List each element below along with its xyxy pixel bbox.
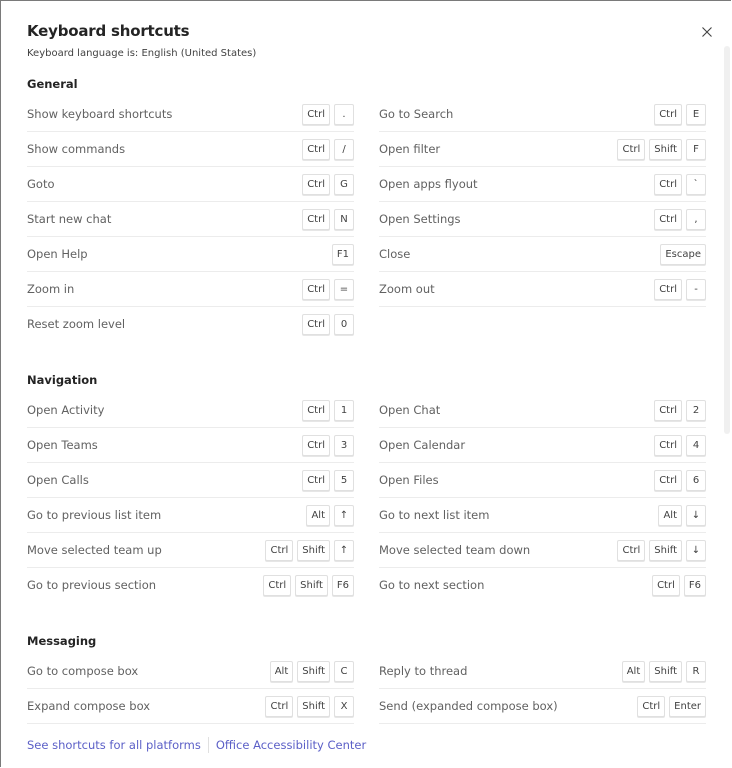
shortcut-column-right bbox=[379, 654, 706, 727]
shortcut-row-open-help bbox=[27, 237, 354, 272]
key-combination bbox=[302, 139, 354, 160]
shortcut-row-reply-to-thread bbox=[379, 654, 706, 689]
key-cap: G bbox=[334, 174, 354, 195]
shortcut-row-send-expanded-compose-box bbox=[379, 689, 706, 724]
key-cap: Shift bbox=[297, 661, 330, 682]
key-cap: Ctrl bbox=[617, 540, 645, 561]
key-cap: ` bbox=[686, 174, 706, 195]
shortcut-row-zoom-in bbox=[27, 272, 354, 307]
key-combination bbox=[302, 400, 354, 421]
shortcut-column-right bbox=[379, 97, 706, 341]
see-all-platforms-link[interactable]: See shortcuts for all platforms bbox=[27, 738, 201, 752]
key-cap: Ctrl bbox=[265, 540, 293, 561]
shortcut-row-go-to-next-list-item bbox=[379, 498, 706, 533]
shortcut-label: Open filter bbox=[379, 142, 441, 156]
section-general bbox=[27, 67, 706, 341]
shortcut-row-start-new-chat bbox=[27, 202, 354, 237]
shortcut-row-go-to-previous-list-item bbox=[27, 498, 354, 533]
shortcut-label: Open Calendar bbox=[379, 438, 466, 452]
key-combination bbox=[263, 575, 354, 596]
keyboard-language-text: Keyboard language is: English (United States) bbox=[27, 48, 257, 59]
key-cap: Ctrl bbox=[652, 575, 680, 596]
key-combination bbox=[654, 209, 706, 230]
key-combination bbox=[637, 696, 706, 717]
shortcut-label: Open Settings bbox=[379, 212, 461, 226]
key-cap: Ctrl bbox=[654, 104, 682, 125]
key-combination bbox=[302, 209, 354, 230]
key-cap: Alt bbox=[306, 505, 330, 526]
key-cap: Ctrl bbox=[654, 209, 682, 230]
key-combination bbox=[617, 139, 706, 160]
shortcut-column-left bbox=[27, 654, 354, 727]
key-cap: Ctrl bbox=[637, 696, 665, 717]
key-cap: R bbox=[686, 661, 706, 682]
shortcut-label: Show commands bbox=[27, 142, 126, 156]
key-cap: Ctrl bbox=[654, 400, 682, 421]
shortcut-label: Send (expanded compose box) bbox=[379, 699, 558, 713]
key-cap: N bbox=[334, 209, 354, 230]
shortcut-row-open-files bbox=[379, 463, 706, 498]
key-cap: Ctrl bbox=[654, 435, 682, 456]
key-cap: Shift bbox=[649, 540, 682, 561]
key-cap: Escape bbox=[660, 244, 706, 265]
key-cap: Ctrl bbox=[302, 174, 330, 195]
shortcut-row-go-to-previous-section bbox=[27, 568, 354, 602]
shortcut-label: Start new chat bbox=[27, 212, 112, 226]
shortcut-label: Goto bbox=[27, 177, 55, 191]
shortcut-row-close bbox=[379, 237, 706, 272]
shortcut-label: Open Teams bbox=[27, 438, 98, 452]
shortcut-label: Move selected team down bbox=[379, 543, 531, 557]
key-cap: 2 bbox=[686, 400, 706, 421]
shortcut-row-open-apps-flyout bbox=[379, 167, 706, 202]
key-cap: Ctrl bbox=[302, 470, 330, 491]
key-combination bbox=[652, 575, 706, 596]
key-cap: Ctrl bbox=[302, 209, 330, 230]
shortcut-label: Expand compose box bbox=[27, 699, 151, 713]
shortcut-label: Go to next list item bbox=[379, 508, 490, 522]
shortcut-label: Reset zoom level bbox=[27, 317, 126, 331]
close-icon bbox=[699, 24, 715, 40]
key-cap: F6 bbox=[684, 575, 706, 596]
shortcut-row-expand-compose-box bbox=[27, 689, 354, 724]
key-cap: Shift bbox=[649, 139, 682, 160]
key-cap: X bbox=[334, 696, 354, 717]
key-combination bbox=[302, 435, 354, 456]
key-combination bbox=[306, 505, 354, 526]
key-cap: ↑ bbox=[334, 505, 354, 526]
key-cap: Ctrl bbox=[265, 696, 293, 717]
key-cap: Ctrl bbox=[302, 279, 330, 300]
dialog-title: Keyboard shortcuts bbox=[27, 22, 190, 40]
shortcut-label: Go to previous list item bbox=[27, 508, 162, 522]
key-combination bbox=[265, 696, 354, 717]
key-cap: Shift bbox=[297, 540, 330, 561]
shortcuts-scroll-area[interactable] bbox=[1, 67, 723, 727]
section-messaging bbox=[27, 624, 706, 727]
key-combination bbox=[654, 470, 706, 491]
key-combination bbox=[654, 279, 706, 300]
shortcut-row-go-to-compose-box bbox=[27, 654, 354, 689]
shortcut-row-goto bbox=[27, 167, 354, 202]
key-combination bbox=[617, 540, 706, 561]
key-cap: , bbox=[686, 209, 706, 230]
shortcut-row-reset-zoom-level bbox=[27, 307, 354, 341]
section-heading: Navigation bbox=[27, 373, 98, 387]
key-combination bbox=[654, 435, 706, 456]
section-spacer bbox=[1, 341, 723, 363]
shortcut-row-show-keyboard-shortcuts bbox=[27, 97, 354, 132]
key-cap: Ctrl bbox=[654, 174, 682, 195]
key-cap: ↓ bbox=[686, 505, 706, 526]
shortcut-label: Move selected team up bbox=[27, 543, 162, 557]
key-combination bbox=[654, 174, 706, 195]
shortcut-label: Open apps flyout bbox=[379, 177, 478, 191]
key-cap: - bbox=[686, 279, 706, 300]
shortcut-column-left bbox=[27, 393, 354, 602]
key-cap: 1 bbox=[334, 400, 354, 421]
shortcut-label: Zoom out bbox=[379, 282, 435, 296]
key-combination bbox=[302, 470, 354, 491]
section-spacer bbox=[1, 602, 723, 624]
key-cap: E bbox=[686, 104, 706, 125]
shortcut-label: Go to previous section bbox=[27, 578, 157, 592]
key-cap: Shift bbox=[297, 696, 330, 717]
shortcut-row-open-calendar bbox=[379, 428, 706, 463]
shortcut-row-move-selected-team-down bbox=[379, 533, 706, 568]
shortcut-label: Reply to thread bbox=[379, 664, 468, 678]
shortcut-label: Close bbox=[379, 247, 411, 261]
shortcut-label: Go to next section bbox=[379, 578, 485, 592]
shortcut-label: Open Help bbox=[27, 247, 88, 261]
key-cap: Alt bbox=[270, 661, 294, 682]
shortcut-label: Zoom in bbox=[27, 282, 75, 296]
section-heading: Messaging bbox=[27, 634, 97, 648]
key-cap: Enter bbox=[669, 696, 706, 717]
key-cap: / bbox=[334, 139, 354, 160]
key-combination bbox=[302, 174, 354, 195]
shortcut-row-open-activity bbox=[27, 393, 354, 428]
key-cap: Ctrl bbox=[302, 104, 330, 125]
shortcut-label: Show keyboard shortcuts bbox=[27, 107, 173, 121]
key-cap: Shift bbox=[649, 661, 682, 682]
key-cap: Ctrl bbox=[654, 279, 682, 300]
shortcut-row-zoom-out bbox=[379, 272, 706, 307]
shortcut-row-open-calls bbox=[27, 463, 354, 498]
key-cap: Ctrl bbox=[302, 139, 330, 160]
shortcut-row-show-commands bbox=[27, 132, 354, 167]
key-cap: F1 bbox=[332, 244, 354, 265]
key-cap: 3 bbox=[334, 435, 354, 456]
section-heading: General bbox=[27, 77, 78, 91]
dialog-footer bbox=[1, 727, 732, 768]
footer-divider bbox=[208, 737, 209, 753]
key-cap: Alt bbox=[658, 505, 682, 526]
section-navigation bbox=[27, 363, 706, 602]
key-combination bbox=[660, 244, 706, 265]
key-cap: Shift bbox=[295, 575, 328, 596]
close-button[interactable] bbox=[699, 24, 715, 40]
shortcut-label: Open Calls bbox=[27, 473, 89, 487]
shortcut-row-go-to-next-section bbox=[379, 568, 706, 602]
key-combination bbox=[302, 279, 354, 300]
key-combination bbox=[658, 505, 706, 526]
key-cap: 4 bbox=[686, 435, 706, 456]
office-accessibility-center-link[interactable]: Office Accessibility Center bbox=[215, 738, 367, 752]
shortcut-column-right bbox=[379, 393, 706, 602]
key-cap: 0 bbox=[334, 314, 354, 335]
shortcut-row-open-settings bbox=[379, 202, 706, 237]
key-cap: ↑ bbox=[334, 540, 354, 561]
key-cap: Ctrl bbox=[302, 435, 330, 456]
key-cap: F6 bbox=[332, 575, 354, 596]
shortcut-label: Go to Search bbox=[379, 107, 454, 121]
key-combination bbox=[654, 104, 706, 125]
key-cap: Alt bbox=[622, 661, 646, 682]
shortcut-row-go-to-search bbox=[379, 97, 706, 132]
shortcut-row-move-selected-team-up bbox=[27, 533, 354, 568]
scrollbar-thumb[interactable] bbox=[724, 46, 730, 434]
shortcut-label: Go to compose box bbox=[27, 664, 139, 678]
key-cap: Ctrl bbox=[302, 314, 330, 335]
shortcut-label: Open Files bbox=[379, 473, 439, 487]
shortcut-column-left bbox=[27, 97, 354, 341]
key-cap: 6 bbox=[686, 470, 706, 491]
key-cap: C bbox=[334, 661, 354, 682]
key-cap: . bbox=[334, 104, 354, 125]
key-cap: Ctrl bbox=[302, 400, 330, 421]
key-combination bbox=[302, 314, 354, 335]
key-cap: = bbox=[334, 279, 354, 300]
shortcut-row-open-teams bbox=[27, 428, 354, 463]
shortcut-row-open-filter bbox=[379, 132, 706, 167]
key-cap: ↓ bbox=[686, 540, 706, 561]
key-combination bbox=[270, 661, 354, 682]
key-cap: Ctrl bbox=[654, 470, 682, 491]
shortcut-row-open-chat bbox=[379, 393, 706, 428]
key-combination bbox=[265, 540, 354, 561]
key-combination bbox=[622, 661, 706, 682]
key-combination bbox=[654, 400, 706, 421]
key-cap: Ctrl bbox=[617, 139, 645, 160]
shortcut-label: Open Activity bbox=[27, 403, 105, 417]
key-cap: F bbox=[686, 139, 706, 160]
shortcut-label: Open Chat bbox=[379, 403, 441, 417]
key-combination bbox=[332, 244, 354, 265]
key-cap: Ctrl bbox=[263, 575, 291, 596]
key-combination bbox=[302, 104, 354, 125]
key-cap: 5 bbox=[334, 470, 354, 491]
